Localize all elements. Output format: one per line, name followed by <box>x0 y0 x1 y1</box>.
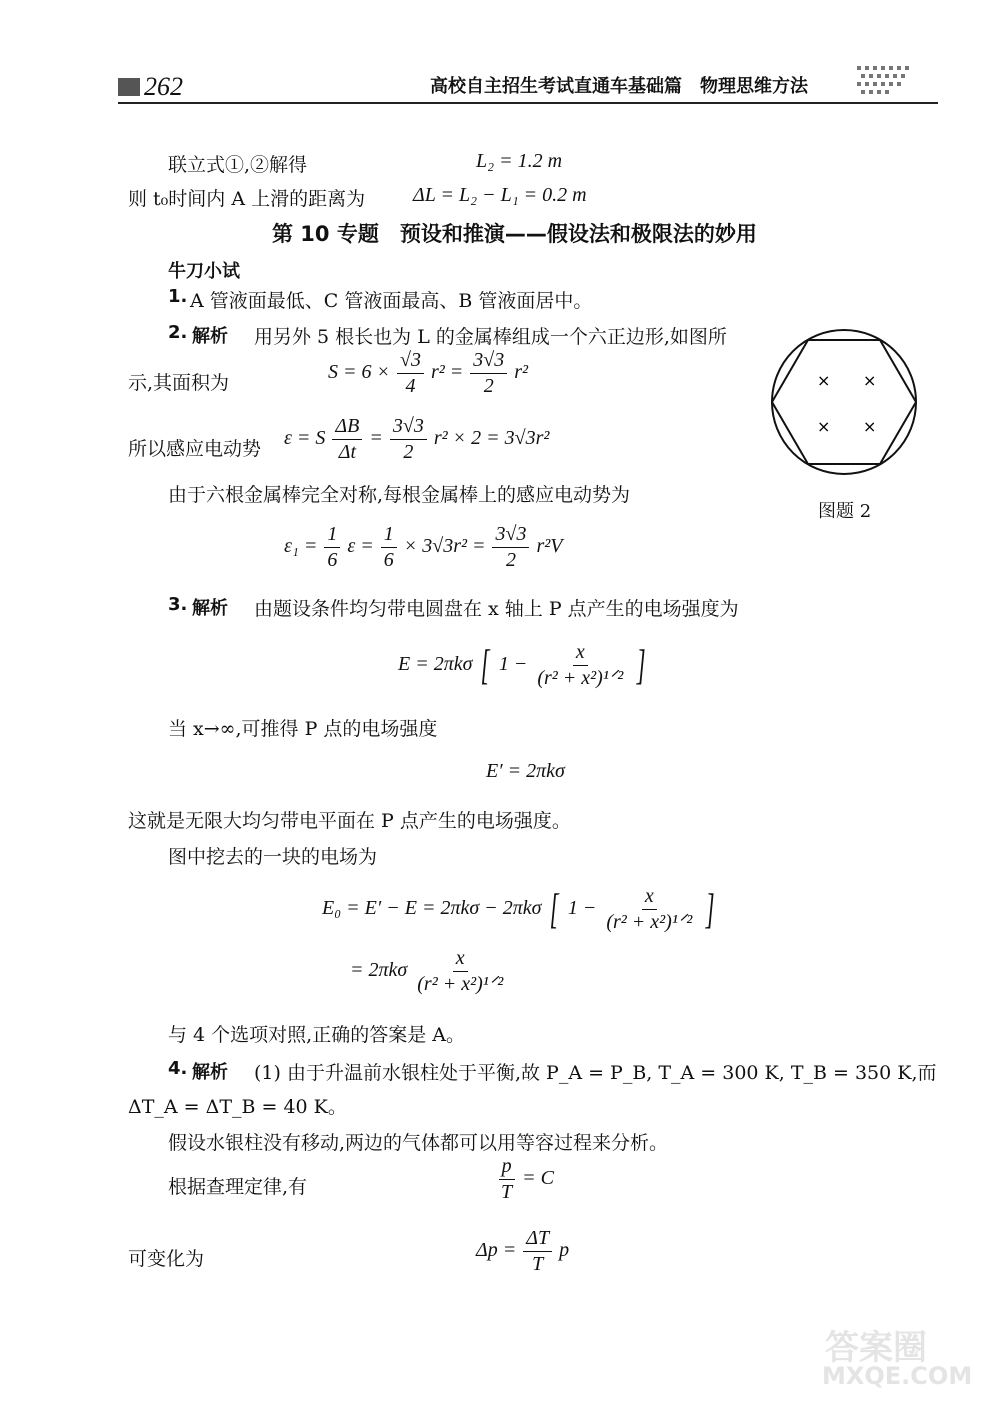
q2-each-equation: ε₁ = $\frac{1}{6}$ ε = $\frac{1}{6}$ × 3√3r² = $\frac{3√3}{2}$ r²V <box>284 523 563 571</box>
field-mark-4: × <box>863 417 877 436</box>
q3-result-equation: = 2πkσ $\frac{x}{\text{(r² + x²)¹ᐟ²}}$ <box>350 947 504 995</box>
q1-number: 1. <box>168 286 188 307</box>
intro-line-1-text: 联立式①,②解得 <box>168 154 308 176</box>
q4-transform-equation: Δp = $\frac{\Delta T}{T}$ p <box>476 1227 570 1275</box>
q3-field-equation: E = 2πkσ [ 1 − $\frac{x}{\text{(r² + x²)¹ᐟ²}}$ ] <box>398 641 646 689</box>
q2-emf-equation: ε = S $\frac{\Delta B}{\Delta t}$ = $\frac{3√3}{2}$ r² × 2 = 3√3r² <box>284 415 550 463</box>
q4-charles-text: 根据查理定律,有 <box>168 1176 308 1198</box>
section-title: 第 10 专题 预设和推演——假设法和极限法的妙用 <box>272 222 757 246</box>
field-mark-3: × <box>817 417 831 436</box>
hexagon-in-circle-figure <box>768 318 924 484</box>
figure-hexagon <box>772 340 916 464</box>
watermark-logo: 答案圈 <box>825 1328 927 1368</box>
running-title: 高校自主招生考试直通车基础篇 物理思维方法 <box>430 76 808 97</box>
page-number: 262 <box>144 72 183 101</box>
figure-caption: 图题 2 <box>818 501 872 522</box>
subheading: 牛刀小试 <box>168 261 240 282</box>
field-mark-1: × <box>817 371 831 390</box>
intro-line-2-text: 则 t₀时间内 A 上滑的距离为 <box>128 188 366 210</box>
page-number-marker <box>118 78 140 96</box>
intro-line-1-equation: L₂ = 1.2 m <box>476 150 563 172</box>
q4-text-1: (1) 由于升温前水银柱处于平衡,故 P_A = P_B, T_A = 300 K, T_B = 350 K,而 <box>254 1062 937 1084</box>
figure-circle <box>772 330 916 474</box>
q4-charles-equation: $\frac{p}{T}$ = C <box>496 1156 554 1203</box>
q2-text: 用另外 5 根长也为 L 的金属棒组成一个六正边形,如图所 <box>254 326 727 348</box>
q2-emf-text: 所以感应电动势 <box>128 438 262 460</box>
q4-text-2: ΔT_A = ΔT_B = 40 K。 <box>128 1096 347 1118</box>
q4-transform-text: 可变化为 <box>128 1248 205 1270</box>
q1-text: A 管液面最低、C 管液面最高、B 管液面居中。 <box>190 290 593 312</box>
q3-answer-text: 与 4 个选项对照,正确的答案是 A。 <box>168 1024 465 1046</box>
header-rule <box>118 102 938 104</box>
q3-plane-text: 这就是无限大均匀带电平面在 P 点产生的电场强度。 <box>128 810 571 832</box>
q3-limit-text: 当 x→∞,可推得 P 点的电场强度 <box>168 718 438 740</box>
q2-label: 解析 <box>192 326 228 347</box>
field-mark-2: × <box>863 371 877 390</box>
header-dot-ornament <box>855 60 935 104</box>
q4-number: 4. <box>168 1058 188 1079</box>
watermark-url: MXQE.COM <box>822 1362 973 1390</box>
q2-symmetry-text: 由于六根金属棒完全对称,每根金属棒上的感应电动势为 <box>168 484 631 506</box>
q3-text: 由题设条件均匀带电圆盘在 x 轴上 P 点产生的电场强度为 <box>254 598 739 620</box>
q4-assume-text: 假设水银柱没有移动,两边的气体都可以用等容过程来分析。 <box>168 1132 669 1154</box>
q2-area-equation: S = 6 × $\frac{√3}{4}$ r² = $\frac{3√3}{2}$ r² <box>328 349 529 397</box>
q2-number: 2. <box>168 322 188 343</box>
q3-removed-equation: E₀ = E′ − E = 2πkσ − 2πkσ [ 1 − $\frac{x}{\text{(r² + x²)¹ᐟ²}}$ ] <box>322 885 715 933</box>
q3-removed-text: 图中挖去的一块的电场为 <box>168 846 378 868</box>
q3-limit-equation: E′ = 2πkσ <box>486 760 565 782</box>
q2-area-text: 示,其面积为 <box>128 372 230 394</box>
q4-label: 解析 <box>192 1062 228 1083</box>
q3-label: 解析 <box>192 598 228 619</box>
q3-number: 3. <box>168 594 188 615</box>
intro-line-2-equation: ΔL = L₂ − L₁ = 0.2 m <box>413 184 587 206</box>
